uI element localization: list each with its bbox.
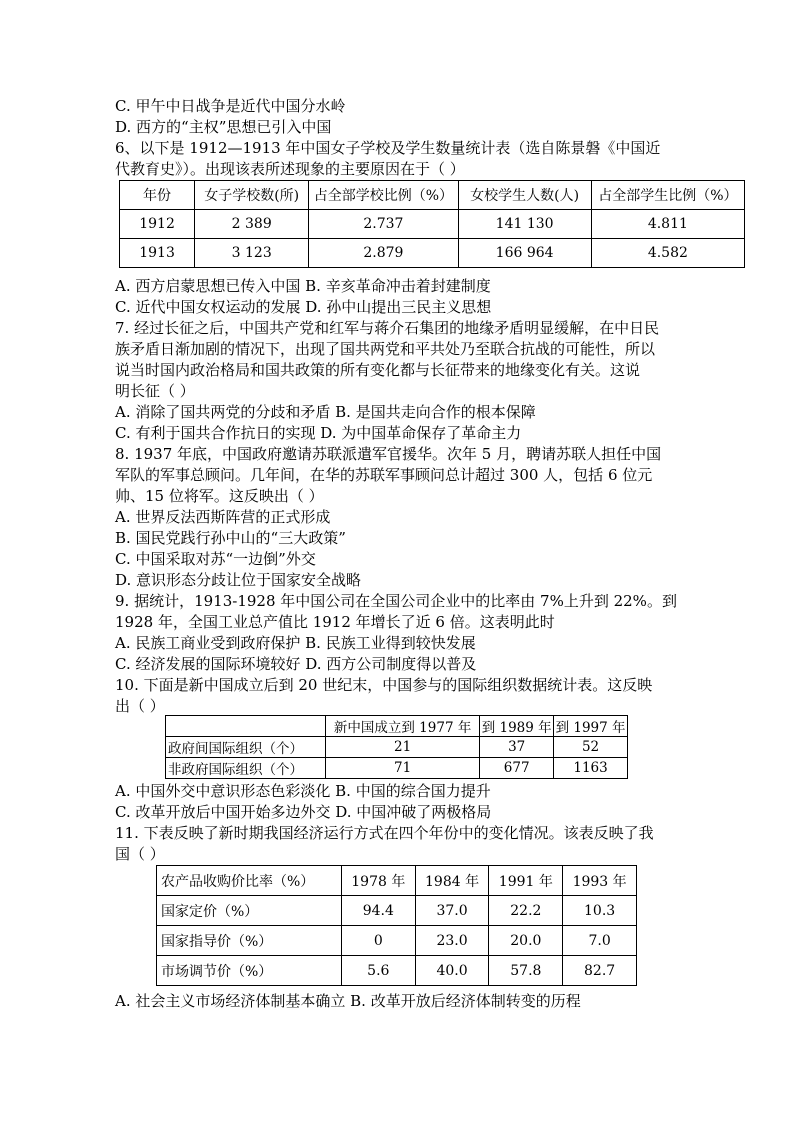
table-header-cell: 1984 年 xyxy=(415,866,489,896)
question-9-text: 9. 据统计，1913-1928 年中国公司在全国公司企业中的比率由 7%上升到 22%。到 xyxy=(115,592,677,610)
table-cell: 23.0 xyxy=(415,926,489,956)
table-header-cell: 农产品收购价比率（%） xyxy=(157,866,342,896)
table-header-cell: 女校学生人数(人) xyxy=(458,181,591,210)
table-cell: 141 130 xyxy=(458,210,591,239)
table-header-cell: 1993 年 xyxy=(563,866,637,896)
option-d-q5: D. 西方的“主权”思想已引入中国 xyxy=(115,118,332,136)
question-10-options-cd: C. 改革开放后中国开始多边外交 D. 中国冲破了两极格局 xyxy=(115,803,492,821)
question-8-text: 8. 1937 年底，中国政府邀请苏联派遣军官援华。次年 5 月，聘请苏联人担任中国 xyxy=(115,445,662,463)
table-cell: 37.0 xyxy=(415,896,489,926)
table-cell: 2.737 xyxy=(309,210,458,239)
table-header-row xyxy=(166,716,628,737)
table-cell: 20.0 xyxy=(489,926,563,956)
table-header-cell: 到 1989 年 xyxy=(480,716,554,737)
question-7-text-cont: 说当时国内政治格局和国共政策的所有变化都与长征带来的地缘变化有关。这说 xyxy=(115,361,641,379)
table-row xyxy=(166,758,628,779)
table-cell: 21 xyxy=(325,737,479,758)
agri-prices-table xyxy=(156,865,637,986)
table-cell: 1912 xyxy=(120,210,195,239)
table-header-cell: 到 1997 年 xyxy=(554,716,628,737)
question-9-options-ab: A. 民族工商业受到政府保护 B. 民族工业得到较快发展 xyxy=(115,634,476,652)
question-11-options-ab: A. 社会主义市场经济体制基本确立 B. 改革开放后经济体制转变的历程 xyxy=(115,992,581,1010)
question-8-option-a: A. 世界反法西斯阵营的正式形成 xyxy=(115,508,331,526)
table-row xyxy=(157,896,637,926)
table-cell: 677 xyxy=(480,758,554,779)
intl-orgs-table xyxy=(165,715,628,779)
table-cell: 22.2 xyxy=(489,896,563,926)
table-row xyxy=(166,737,628,758)
question-8-option-c: C. 中国采取对苏“一边倒”外交 xyxy=(115,550,316,568)
table-header-cell: 女子学校数(所) xyxy=(195,181,309,210)
table-cell: 10.3 xyxy=(563,896,637,926)
question-7-options-ab: A. 消除了国共两党的分歧和矛盾 B. 是国共走向合作的根本保障 xyxy=(115,403,536,421)
question-11-text-cont: 国（ ） xyxy=(115,845,165,863)
table-header-cell: 1978 年 xyxy=(341,866,415,896)
table-cell: 5.6 xyxy=(341,956,415,986)
table-cell: 政府间国际组织（个） xyxy=(166,737,326,758)
question-6-text: 6、以下是 1912—1913 年中国女子学校及学生数量统计表（选自陈景磐《中国近 xyxy=(115,139,661,157)
table-cell: 37 xyxy=(480,737,554,758)
question-8-text-cont: 帅、15 位将军。这反映出（ ） xyxy=(115,487,324,505)
table-cell: 166 964 xyxy=(458,239,591,268)
question-8-option-b: B. 国民党践行孙中山的“三大政策” xyxy=(115,529,346,547)
question-7-options-cd: C. 有利于国共合作抗日的实现 D. 为中国革命保存了革命主力 xyxy=(115,424,522,442)
table-row xyxy=(120,239,745,268)
table-cell: 82.7 xyxy=(563,956,637,986)
table-header-row xyxy=(157,866,637,896)
question-11-text: 11. 下表反映了新时期我国经济运行方式在四个年份中的变化情况。该表反映了我 xyxy=(115,824,654,842)
question-7-text-cont: 明长征（ ） xyxy=(115,382,195,400)
table-cell: 市场调节价（%） xyxy=(157,956,342,986)
table-cell: 1163 xyxy=(554,758,628,779)
table-cell: 国家指导价（%） xyxy=(157,926,342,956)
table-header-cell: 1991 年 xyxy=(489,866,563,896)
table-cell: 0 xyxy=(341,926,415,956)
question-6-options-ab: A. 西方启蒙思想已传入中国 B. 辛亥革命冲击着封建制度 xyxy=(115,277,491,295)
table-cell: 57.8 xyxy=(489,956,563,986)
table-cell: 52 xyxy=(554,737,628,758)
table-cell: 7.0 xyxy=(563,926,637,956)
table-header-row xyxy=(120,181,745,210)
table-cell: 1913 xyxy=(120,239,195,268)
question-8-text-cont: 军队的军事总顾问。几年间，在华的苏联军事顾问总计超过 300 人，包括 6 位元 xyxy=(115,466,653,484)
question-10-options-ab: A. 中国外交中意识形态色彩淡化 B. 中国的综合国力提升 xyxy=(115,782,491,800)
question-6-text-cont: 代教育史》）。出现该表所述现象的主要原因在于（ ） xyxy=(115,160,465,178)
table-cell: 3 123 xyxy=(195,239,309,268)
question-7-text-cont: 族矛盾日渐加剧的情况下，出现了国共两党和平共处乃至联合抗战的可能性，所以 xyxy=(115,340,656,358)
table-header-cell: 新中国成立到 1977 年 xyxy=(325,716,479,737)
table-cell: 71 xyxy=(325,758,479,779)
table-header-cell: 年份 xyxy=(120,181,195,210)
question-6-options-cd: C. 近代中国女权运动的发展 D. 孙中山提出三民主义思想 xyxy=(115,298,492,316)
question-7-text: 7. 经过长征之后，中国共产党和红军与蒋介石集团的地缘矛盾明显缓解，在中日民 xyxy=(115,319,660,337)
question-9-text-cont: 1928 年，全国工业总产值比 1912 年增长了近 6 倍。这表明此时 xyxy=(115,613,555,631)
table-cell: 2.879 xyxy=(309,239,458,268)
table-cell: 非政府国际组织（个） xyxy=(166,758,326,779)
table-cell: 94.4 xyxy=(341,896,415,926)
table-row xyxy=(120,210,745,239)
table-cell: 国家定价（%） xyxy=(157,896,342,926)
question-8-option-d: D. 意识形态分歧让位于国家安全战略 xyxy=(115,571,362,589)
question-9-options-cd: C. 经济发展的国际环境较好 D. 西方公司制度得以普及 xyxy=(115,655,477,673)
table-row xyxy=(157,956,637,986)
table-cell: 4.811 xyxy=(591,210,744,239)
table-cell: 2 389 xyxy=(195,210,309,239)
table-header-cell xyxy=(166,716,326,737)
table-cell: 40.0 xyxy=(415,956,489,986)
women-schools-table xyxy=(119,180,745,268)
table-cell: 4.582 xyxy=(591,239,744,268)
question-10-text-cont: 出（ ） xyxy=(115,697,165,715)
question-10-text: 10. 下面是新中国成立后到 20 世纪末，中国参与的国际组织数据统计表。这反映 xyxy=(115,676,653,694)
table-row xyxy=(157,926,637,956)
table-header-cell: 占全部学校比例（%） xyxy=(309,181,458,210)
table-header-cell: 占全部学生比例（%） xyxy=(591,181,744,210)
option-c-q5: C. 甲午中日战争是近代中国分水岭 xyxy=(115,97,346,115)
